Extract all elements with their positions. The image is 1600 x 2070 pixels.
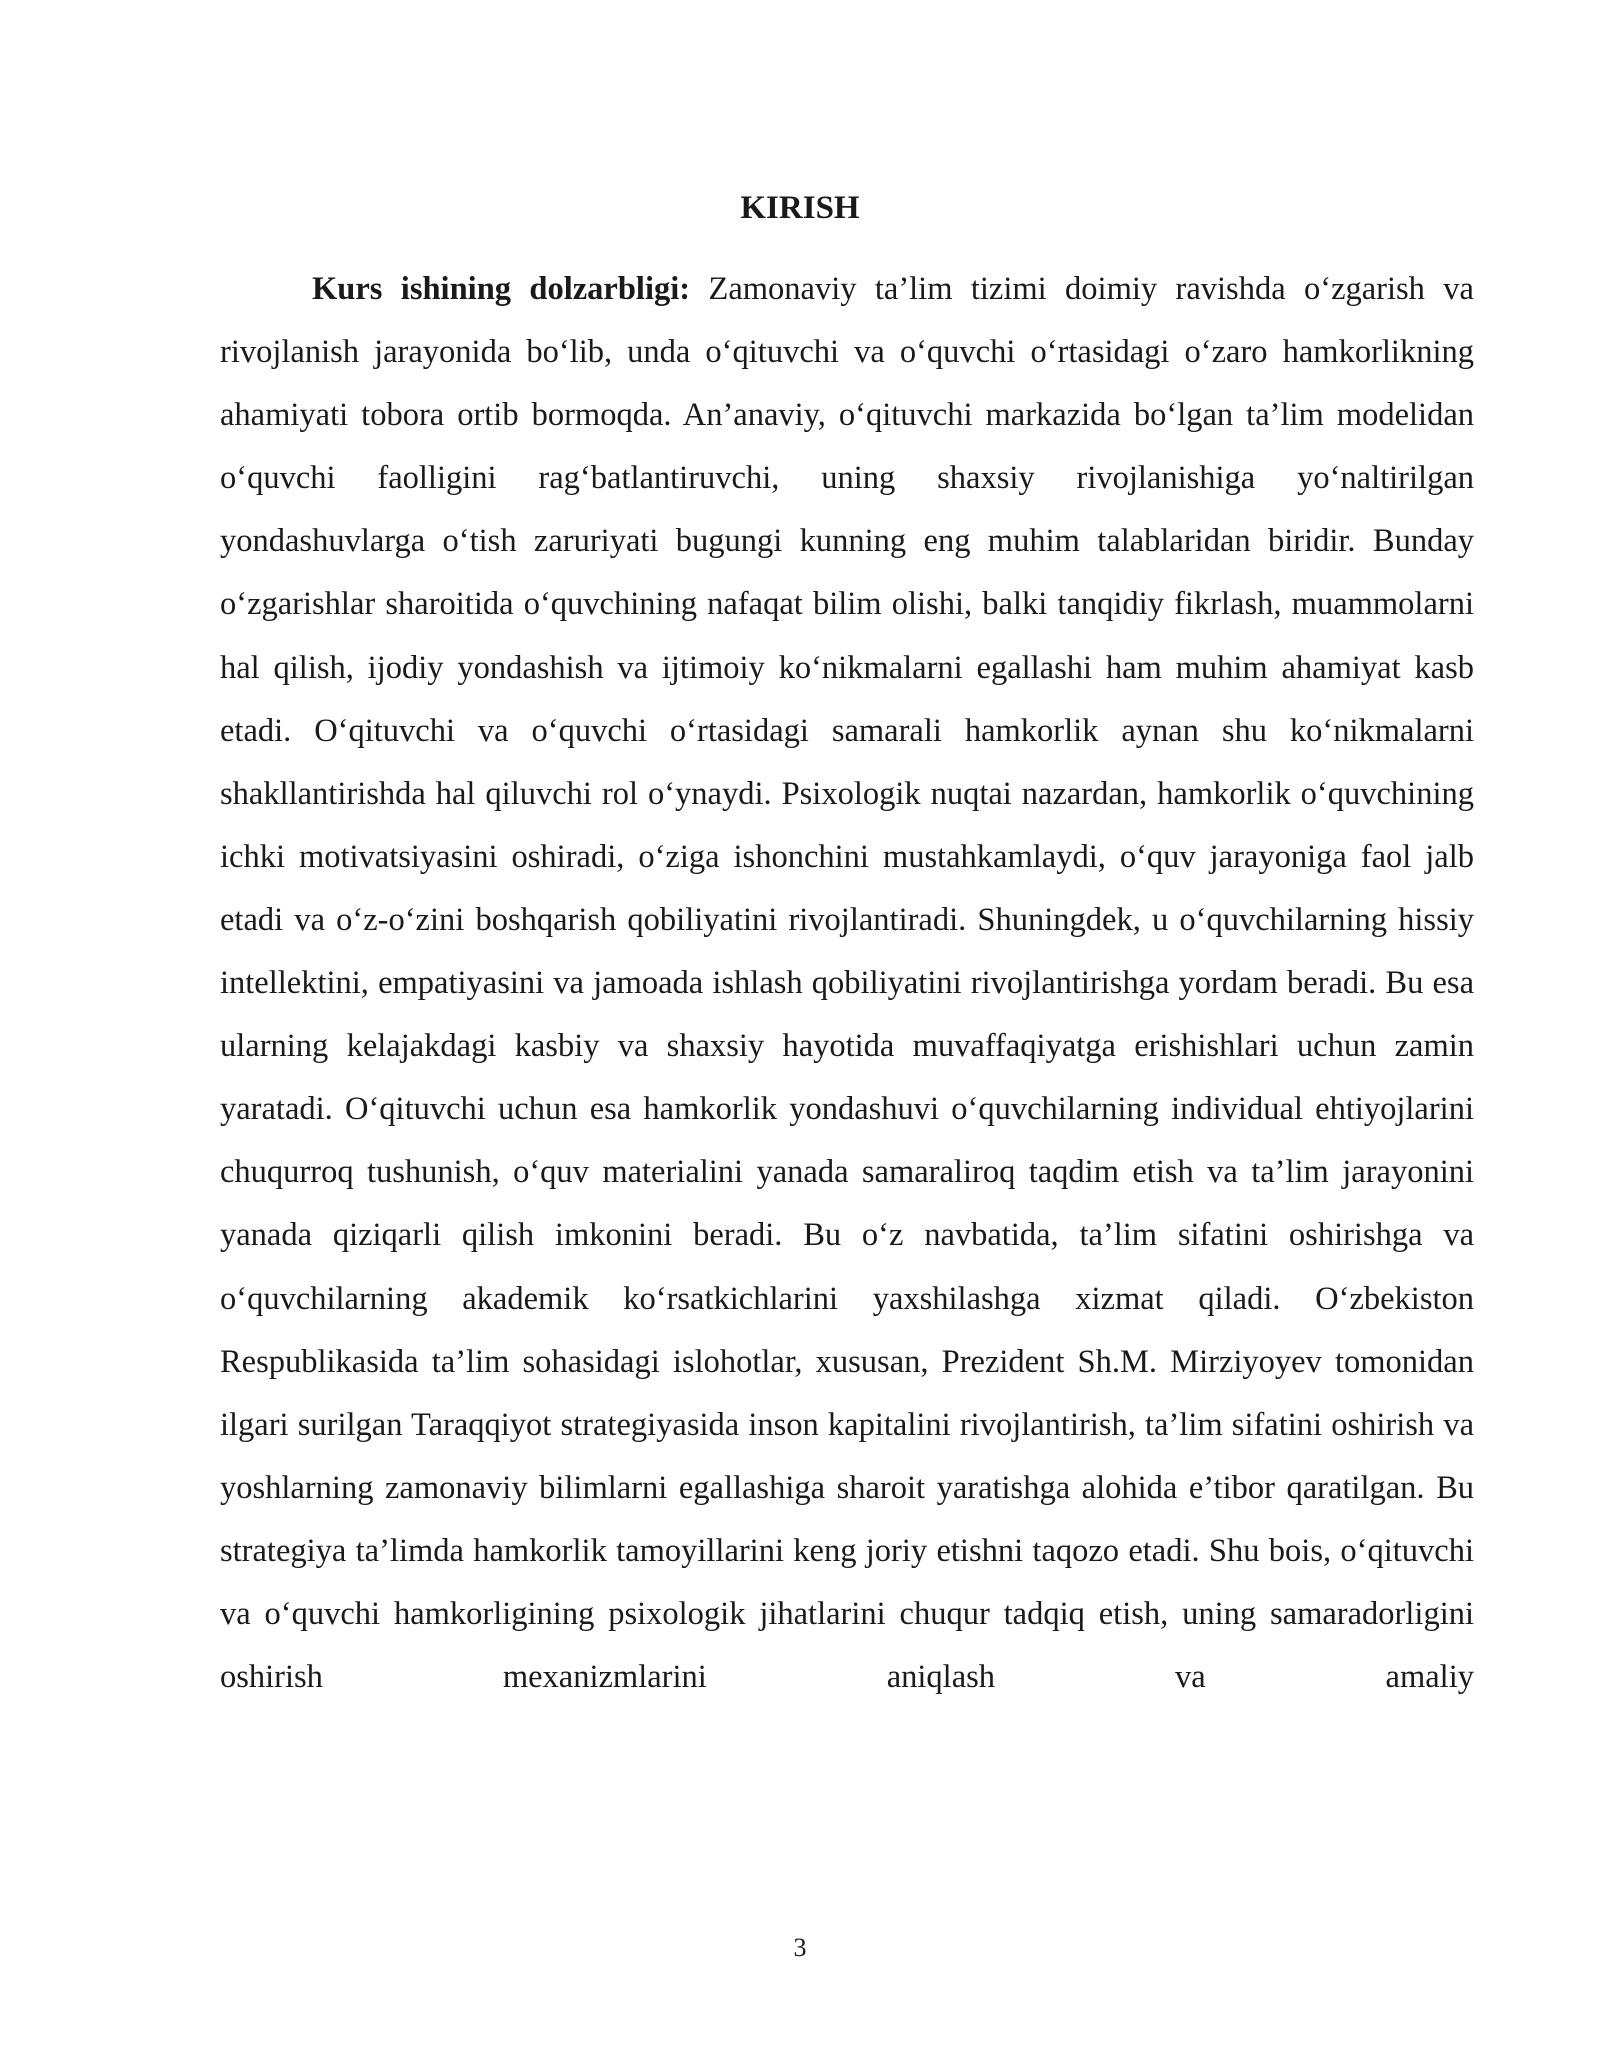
paragraph-lead: Kurs ishining dolzarbligi: — [312, 271, 691, 307]
body-paragraph — [220, 258, 1474, 1709]
paragraph-text: Zamonaviy ta’lim tizimi doimiy ravishda o‘zgarish va rivojlanish jarayonida bo‘lib, unda o‘qituvchi va o‘quvchi o‘rtasidagi o‘zaro hamkorlikning ahamiyati tobora ortib bormoqda. An’anaviy, o‘qituvchi markazida bo‘lgan ta’lim modelidan o‘quvchi faolligini rag‘batlantiruvchi, uning shaxsiy rivojlanishiga yo‘naltirilgan yondashuvlarga o‘tish zaruriyati bugungi kunning eng muhim talablaridan biridir. Bunday o‘zgarishlar sharoitida o‘quvchining nafaqat bilim olishi, balki tanqidiy fikrlash, muammolarni hal qilish, ijodiy yondashish va ijtimoiy ko‘nikmalarni egallashi ham muhim ahamiyat kasb etadi. O‘qituvchi va o‘quvchi o‘rtasidagi samarali hamkorlik aynan shu ko‘nikmalarni shakllantirishda hal qiluvchi rol o‘ynaydi. Psixologik nuqtai nazardan, hamkorlik o‘quvchining ichki motivatsiyasini oshiradi, o‘ziga ishonchini mustahkamlaydi, o‘quv jarayoniga faol jalb etadi va o‘z-o‘zini boshqarish qobiliyatini rivojlantiradi. Shuningdek, u o‘quvchilarning hissiy intellektini, empatiyasini va jamoada ishlash qobiliyatini rivojlantirishga yordam beradi. Bu esa ularning kelajakdagi kasbiy va shaxsiy hayotida muvaffaqiyatga erishishlari uchun zamin yaratadi. O‘qituvchi uchun esa hamkorlik yondashuvi o‘quvchilarning individual ehtiyojlarini chuqurroq tushunish, o‘quv materialini yanada samaraliroq taqdim etish va ta’lim jarayonini yanada qiziqarli qilish imkonini beradi. Bu o‘z navbatida, ta’lim sifatini oshirishga va o‘quvchilarning akademik ko‘rsatkichlarini yaxshilashga xizmat qiladi. O‘zbekiston Respublikasida ta’lim sohasidagi islohotlar, xususan, Prezident Sh.M. Mirziyoyev tomonidan ilgari surilgan Taraqqiyot strategiyasida inson kapitalini rivojlantirish, ta’lim sifatini oshirish va yoshlarning zamonaviy bilimlarni egallashiga sharoit yaratishga alohida e’tibor qaratilgan. Bu strategiya ta’limda hamkorlik tamoyillarini keng joriy etishni taqozo etadi. Shu bois, o‘qituvchi va o‘quvchi hamkorligining psixologik jihatlarini chuqur tadqiq etish, uning samaradorligini oshirish mexanizmlarini aniqlash va amaliy — [220, 271, 1474, 1696]
page-number: 3 — [793, 1933, 807, 1962]
section-heading: KIRISH — [740, 190, 860, 226]
